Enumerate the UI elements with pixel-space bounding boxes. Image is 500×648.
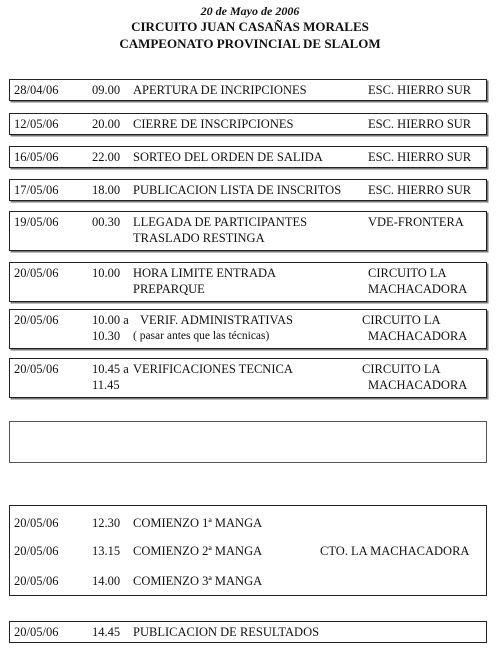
row-date: 19/05/06 [14,215,59,229]
row-place: ESC. HIERRO SUR [368,117,472,131]
manga-date: 20/05/06 [14,516,59,530]
row-time: 10.00 a [92,313,129,327]
manga-time: 13.15 [92,544,121,558]
schedule-row [9,79,487,101]
row-date: 20/05/06 [14,313,59,327]
row-time: 10.45 a [92,362,129,376]
manga-date: 20/05/06 [14,544,59,558]
manga-place: CTO. LA MACHACADORA [320,544,470,558]
row-place: ESC. HIERRO SUR [368,83,472,97]
schedule-row [9,358,487,398]
schedule-row [9,113,487,135]
row-place: CIRCUITO LA [362,362,441,376]
row-event-line2: ( pasar antes que las técnicas) [133,330,270,342]
row-date: 17/05/06 [14,183,59,197]
results-row [9,621,487,643]
row-time: 14.45 [92,625,121,639]
header-title: CIRCUITO JUAN CASAÑAS MORALES [131,19,369,34]
row-time-line2: 10.30 [92,329,121,343]
schedule-row [9,179,487,201]
row-place-line2: MACHACADORA [368,329,468,343]
row-date: 20/05/06 [14,625,59,639]
row-time: 09.00 [92,83,121,97]
row-time: 20.00 [92,117,121,131]
row-event: APERTURA DE INCRIPCIONES [133,83,307,97]
row-place: CIRCUITO LA [368,266,447,280]
header-date: 20 de Mayo de 2006 [200,4,300,18]
row-event-line2: PREPARQUE [133,282,205,296]
row-event: PUBLICACION DE RESULTADOS [133,625,320,639]
manga-event: COMIENZO 2ª MANGA [133,544,263,558]
row-event: VERIFICACIONES TECNICA [133,362,293,376]
row-time: 18.00 [92,183,121,197]
row-event-line2: TRASLADO RESTINGA [133,231,265,245]
mangas-box [9,505,487,596]
row-event: CIERRE DE INSCRIPCIONES [133,117,294,131]
manga-time: 14.00 [92,574,121,588]
row-time: 22.00 [92,150,121,164]
row-place-line2: MACHACADORA [368,282,468,296]
row-event: VERIF. ADMINISTRATIVAS [140,313,293,327]
row-event: LLEGADA DE PARTICIPANTES [133,215,308,229]
manga-event: COMIENZO 3ª MANGA [133,574,263,588]
row-date: 16/05/06 [14,150,59,164]
row-place: CIRCUITO LA [362,313,441,327]
schedule-row [9,146,487,168]
row-time: 00.30 [92,215,121,229]
header-subtitle: CAMPEONATO PROVINCIAL DE SLALOM [119,36,381,51]
row-date: 28/04/06 [14,83,59,97]
manga-time: 12.30 [92,516,121,530]
row-event: HORA LIMITE ENTRADA [133,266,277,280]
row-date: 20/05/06 [14,266,59,280]
manga-date: 20/05/06 [14,574,59,588]
schedule-row [9,309,487,349]
row-place: ESC. HIERRO SUR [368,183,472,197]
empty-box [9,421,487,463]
row-time-line2: 11.45 [92,378,120,392]
row-place: ESC. HIERRO SUR [368,150,472,164]
row-place-line2: MACHACADORA [368,378,468,392]
schedule-row [9,262,487,302]
row-date: 20/05/06 [14,362,59,376]
row-date: 12/05/06 [14,117,59,131]
manga-event: COMIENZO 1ª MANGA [133,516,263,530]
schedule-row [9,211,487,251]
row-event: SORTEO DEL ORDEN DE SALIDA [133,150,323,164]
row-event: PUBLICACION LISTA DE INSCRITOS [133,183,342,197]
row-place: VDE-FRONTERA [368,215,464,229]
row-time: 10.00 [92,266,121,280]
